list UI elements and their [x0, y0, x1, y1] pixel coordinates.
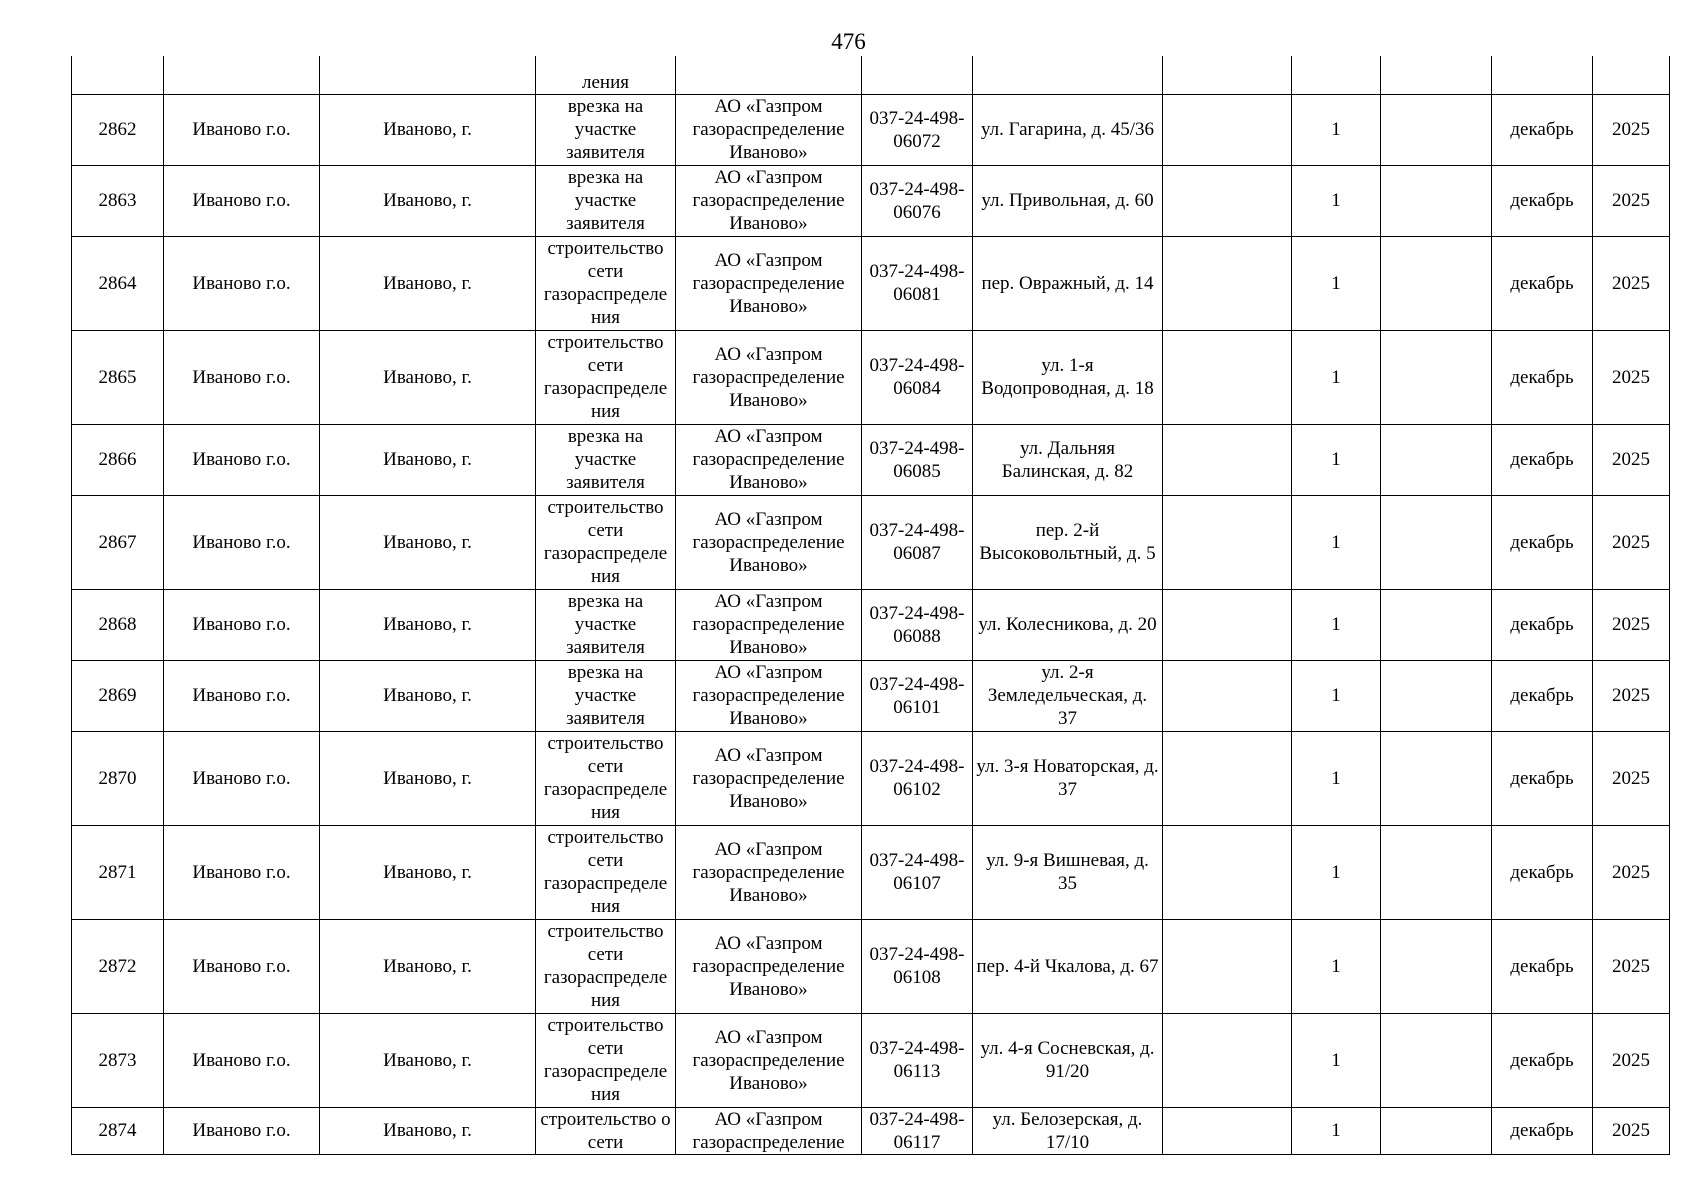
cell-settlement: Иваново, г.: [320, 330, 536, 424]
cell-app-no: 037-24-498-06087: [862, 495, 973, 589]
cell-year: 2025: [1593, 330, 1670, 424]
cell-month: декабрь: [1492, 919, 1593, 1013]
cell-no: 2870: [72, 731, 164, 825]
cell-empty: [1381, 1013, 1492, 1107]
cell-district: Иваново г.о.: [164, 919, 320, 1013]
cell-work-type: врезка на участке заявителя: [536, 424, 676, 495]
cell-district: Иваново г.о.: [164, 424, 320, 495]
cell-work-type: врезка на участке заявителя: [536, 589, 676, 660]
cell-settlement: Иваново, г.: [320, 589, 536, 660]
cell-org: АО «Газпром газораспределение Иваново»: [676, 919, 862, 1013]
cell-address: ул. 3-я Новаторская, д. 37: [973, 731, 1163, 825]
cell-org: [676, 56, 862, 94]
cell-empty: [1163, 660, 1292, 731]
cell-month: декабрь: [1492, 1013, 1593, 1107]
cell-district: Иваново г.о.: [164, 825, 320, 919]
cell-app-no: 037-24-498-06088: [862, 589, 973, 660]
cell-empty: [1381, 165, 1492, 236]
cell-address: [973, 56, 1163, 94]
cell-settlement: Иваново, г.: [320, 495, 536, 589]
table-row: [72, 424, 1670, 495]
cell-year: 2025: [1593, 495, 1670, 589]
cell-no: [72, 56, 164, 94]
cell-work-type: строительство сети газораспределения: [536, 919, 676, 1013]
cell-year: 2025: [1593, 165, 1670, 236]
cell-qty: 1: [1292, 660, 1381, 731]
cell-empty: [1381, 1107, 1492, 1154]
cell-qty: 1: [1292, 731, 1381, 825]
cell-qty: 1: [1292, 589, 1381, 660]
cell-no: 2873: [72, 1013, 164, 1107]
cell-address: ул. Гагарина, д. 45/36: [973, 94, 1163, 165]
cell-qty: 1: [1292, 424, 1381, 495]
cell-month: декабрь: [1492, 236, 1593, 330]
cell-no: 2868: [72, 589, 164, 660]
cell-app-no: 037-24-498-06102: [862, 731, 973, 825]
continuation-row: [72, 56, 1670, 94]
cell-month: декабрь: [1492, 165, 1593, 236]
cell-app-no: 037-24-498-06081: [862, 236, 973, 330]
cell-org: АО «Газпром газораспределение Иваново»: [676, 330, 862, 424]
cell-empty: [1381, 731, 1492, 825]
cell-qty: 1: [1292, 330, 1381, 424]
cell-district: Иваново г.о.: [164, 236, 320, 330]
table-row: [72, 589, 1670, 660]
cell-empty: [1163, 919, 1292, 1013]
cell-app-no: 037-24-498-06072: [862, 94, 973, 165]
table-row: [72, 825, 1670, 919]
table-row: [72, 330, 1670, 424]
cell-settlement: Иваново, г.: [320, 94, 536, 165]
cell-work-type: строительство сети газораспределения: [536, 236, 676, 330]
cell-year: 2025: [1593, 94, 1670, 165]
cell-qty: 1: [1292, 1107, 1381, 1154]
cell-settlement: Иваново, г.: [320, 424, 536, 495]
cell-app-no: 037-24-498-06107: [862, 825, 973, 919]
cell-year: 2025: [1593, 1013, 1670, 1107]
cell-org: АО «Газпром газораспределение Иваново»: [676, 165, 862, 236]
cell-address: ул. Колесникова, д. 20: [973, 589, 1163, 660]
table-row: [72, 1107, 1670, 1154]
cell-empty: [1381, 919, 1492, 1013]
cell-qty: 1: [1292, 94, 1381, 165]
cell-settlement: Иваново, г.: [320, 1107, 536, 1154]
cell-empty: [1381, 94, 1492, 165]
cell-district: Иваново г.о.: [164, 94, 320, 165]
cell-district: Иваново г.о.: [164, 731, 320, 825]
cell-empty: [1381, 330, 1492, 424]
cell-district: Иваново г.о.: [164, 1013, 320, 1107]
gas-connection-table: [71, 56, 1670, 1155]
cell-empty: [1163, 731, 1292, 825]
cell-month: декабрь: [1492, 424, 1593, 495]
cell-district: [164, 56, 320, 94]
cell-work-type: врезка на участке заявителя: [536, 660, 676, 731]
cell-year: 2025: [1593, 1107, 1670, 1154]
cell-month: декабрь: [1492, 1107, 1593, 1154]
cell-app-no: 037-24-498-06108: [862, 919, 973, 1013]
cell-settlement: [320, 56, 536, 94]
cell-work-type: строительство сети газораспределения: [536, 731, 676, 825]
cell-work-type: ления: [536, 56, 676, 94]
cell-year: 2025: [1593, 589, 1670, 660]
cell-empty: [1163, 330, 1292, 424]
cell-org: АО «Газпром газораспределение Иваново»: [676, 731, 862, 825]
cell-empty: [1381, 424, 1492, 495]
cell-empty: [1163, 56, 1292, 94]
cell-org: АО «Газпром газораспределение Иваново»: [676, 1013, 862, 1107]
cell-no: 2869: [72, 660, 164, 731]
cell-address: ул. Привольная, д. 60: [973, 165, 1163, 236]
cell-month: декабрь: [1492, 589, 1593, 660]
cell-qty: 1: [1292, 919, 1381, 1013]
cell-district: Иваново г.о.: [164, 165, 320, 236]
table-row: [72, 236, 1670, 330]
table-row: [72, 660, 1670, 731]
cell-empty: [1381, 825, 1492, 919]
cell-settlement: Иваново, г.: [320, 1013, 536, 1107]
cell-address: ул. 1-я Водопроводная, д. 18: [973, 330, 1163, 424]
cell-address: пер. 4-й Чкалова, д. 67: [973, 919, 1163, 1013]
cell-empty: [1163, 495, 1292, 589]
cell-address: ул. 4-я Сосневская, д. 91/20: [973, 1013, 1163, 1107]
cell-year: 2025: [1593, 660, 1670, 731]
cell-address: ул. 9-я Вишневая, д. 35: [973, 825, 1163, 919]
cell-org: АО «Газпром газораспределение: [676, 1107, 862, 1154]
cell-empty: [1163, 424, 1292, 495]
cell-empty: [1163, 94, 1292, 165]
cell-no: 2863: [72, 165, 164, 236]
cell-work-type: строительство сети газораспределения: [536, 825, 676, 919]
cell-month: декабрь: [1492, 660, 1593, 731]
cell-district: Иваново г.о.: [164, 589, 320, 660]
cell-settlement: Иваново, г.: [320, 919, 536, 1013]
cell-district: Иваново г.о.: [164, 495, 320, 589]
table-row: [72, 919, 1670, 1013]
cell-no: 2864: [72, 236, 164, 330]
cell-district: Иваново г.о.: [164, 660, 320, 731]
table-row: [72, 165, 1670, 236]
cell-no: 2865: [72, 330, 164, 424]
table-row: [72, 731, 1670, 825]
table-row: [72, 495, 1670, 589]
cell-app-no: 037-24-498-06085: [862, 424, 973, 495]
cell-org: АО «Газпром газораспределение Иваново»: [676, 94, 862, 165]
cell-district: Иваново г.о.: [164, 330, 320, 424]
cell-month: [1492, 56, 1593, 94]
cell-org: АО «Газпром газораспределение Иваново»: [676, 825, 862, 919]
cell-empty: [1381, 495, 1492, 589]
cell-month: декабрь: [1492, 330, 1593, 424]
cell-work-type: строительство сети газораспределения: [536, 1013, 676, 1107]
cell-year: 2025: [1593, 731, 1670, 825]
cell-app-no: 037-24-498-06117: [862, 1107, 973, 1154]
cell-qty: 1: [1292, 495, 1381, 589]
cell-qty: 1: [1292, 1013, 1381, 1107]
cell-settlement: Иваново, г.: [320, 165, 536, 236]
cell-no: 2867: [72, 495, 164, 589]
cell-year: [1593, 56, 1670, 94]
cell-app-no: 037-24-498-06084: [862, 330, 973, 424]
cell-settlement: Иваново, г.: [320, 731, 536, 825]
cell-org: АО «Газпром газораспределение Иваново»: [676, 589, 862, 660]
cell-org: АО «Газпром газораспределение Иваново»: [676, 660, 862, 731]
cell-empty: [1163, 1107, 1292, 1154]
cell-app-no: 037-24-498-06113: [862, 1013, 973, 1107]
cell-month: декабрь: [1492, 495, 1593, 589]
cell-year: 2025: [1593, 424, 1670, 495]
cell-qty: [1292, 56, 1381, 94]
cell-district: Иваново г.о.: [164, 1107, 320, 1154]
cell-settlement: Иваново, г.: [320, 660, 536, 731]
cell-no: 2872: [72, 919, 164, 1013]
cell-work-type: врезка на участке заявителя: [536, 165, 676, 236]
cell-address: пер. Овражный, д. 14: [973, 236, 1163, 330]
cell-year: 2025: [1593, 236, 1670, 330]
cell-app-no: 037-24-498-06076: [862, 165, 973, 236]
cell-empty: [1163, 165, 1292, 236]
cell-year: 2025: [1593, 919, 1670, 1013]
cell-no: 2871: [72, 825, 164, 919]
cell-qty: 1: [1292, 825, 1381, 919]
cell-work-type: строительство сети газораспределения: [536, 495, 676, 589]
table-row: [72, 1013, 1670, 1107]
cell-empty: [1381, 589, 1492, 660]
cell-settlement: Иваново, г.: [320, 236, 536, 330]
cell-org: АО «Газпром газораспределение Иваново»: [676, 424, 862, 495]
cell-qty: 1: [1292, 165, 1381, 236]
cell-org: АО «Газпром газораспределение Иваново»: [676, 236, 862, 330]
cell-app-no: 037-24-498-06101: [862, 660, 973, 731]
cell-empty: [1163, 825, 1292, 919]
page-number: 476: [831, 29, 866, 54]
cell-year: 2025: [1593, 825, 1670, 919]
cell-empty: [1381, 236, 1492, 330]
cell-month: декабрь: [1492, 731, 1593, 825]
cell-empty: [1163, 1013, 1292, 1107]
cell-work-type: врезка на участке заявителя: [536, 94, 676, 165]
table-row: [72, 94, 1670, 165]
cell-empty: [1163, 589, 1292, 660]
cell-work-type: строительство о сети: [536, 1107, 676, 1154]
cell-address: ул. Белозерская, д. 17/10: [973, 1107, 1163, 1154]
cell-no: 2866: [72, 424, 164, 495]
cell-address: ул. Дальняя Балинская, д. 82: [973, 424, 1163, 495]
cell-empty: [1381, 660, 1492, 731]
cell-qty: 1: [1292, 236, 1381, 330]
cell-empty: [1163, 236, 1292, 330]
cell-month: декабрь: [1492, 825, 1593, 919]
cell-no: 2874: [72, 1107, 164, 1154]
cell-no: 2862: [72, 94, 164, 165]
cell-settlement: Иваново, г.: [320, 825, 536, 919]
cell-work-type: строительство сети газораспределения: [536, 330, 676, 424]
cell-empty: [1381, 56, 1492, 94]
cell-org: АО «Газпром газораспределение Иваново»: [676, 495, 862, 589]
cell-address: пер. 2-й Высоковольтный, д. 5: [973, 495, 1163, 589]
cell-address: ул. 2-я Земледельческая, д. 37: [973, 660, 1163, 731]
cell-app-no: [862, 56, 973, 94]
cell-month: декабрь: [1492, 94, 1593, 165]
